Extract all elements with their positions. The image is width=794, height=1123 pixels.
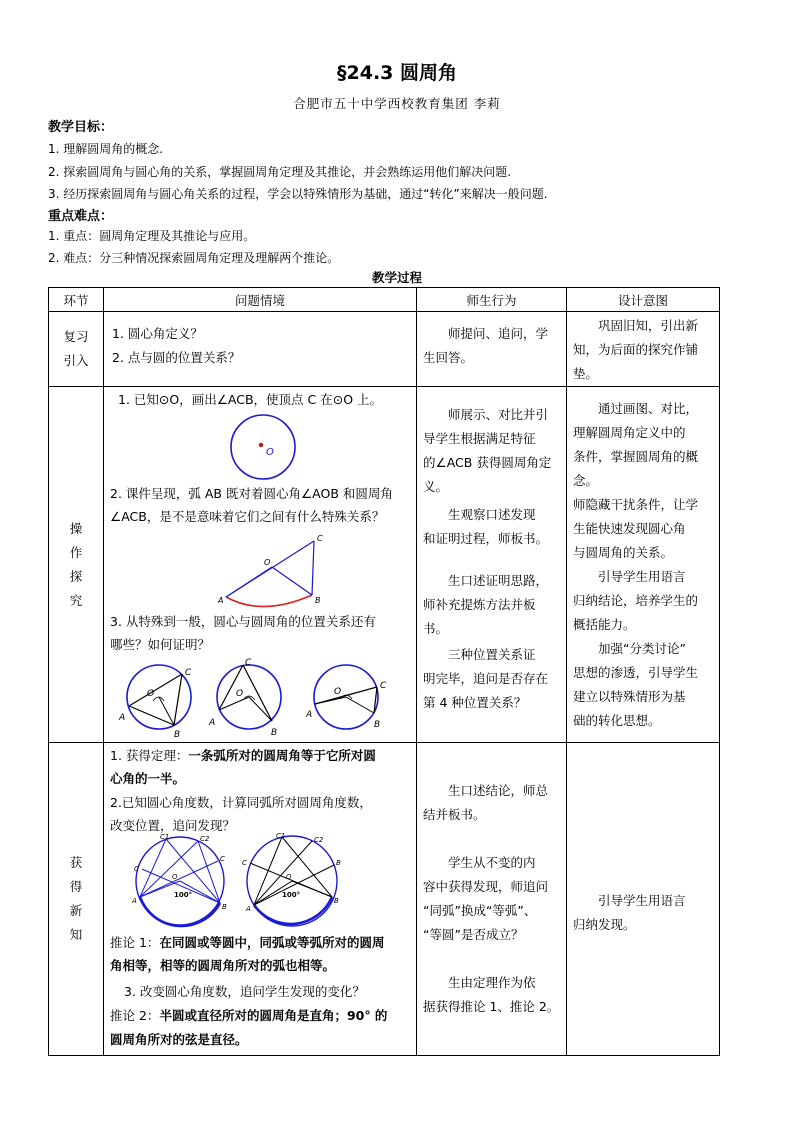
label-b: B bbox=[222, 903, 227, 911]
action-text: 书。 bbox=[423, 621, 449, 636]
problem-text: 2. 课件呈现，弧 AB 既对着圆心角∠AOB 和圆周角 bbox=[110, 486, 393, 501]
label-angle: 100° bbox=[282, 891, 301, 899]
author-line: 合肥市五十中学西校教育集团 李莉 bbox=[293, 96, 501, 111]
step-cell bbox=[49, 312, 104, 387]
action-text: 师补充提炼方法并板 bbox=[423, 597, 536, 612]
step-label: 作 bbox=[69, 544, 83, 560]
problem-cell bbox=[104, 743, 417, 1056]
table-caption: 教学过程 bbox=[371, 270, 422, 285]
intent-text: 巩固旧知，引出新 bbox=[598, 318, 699, 333]
problem-text: 3. 从特殊到一般，圆心与圆周角的位置关系还有 bbox=[110, 614, 376, 629]
step-label: 得 bbox=[69, 879, 83, 894]
label-c: C bbox=[245, 658, 252, 668]
action-text: 生由定理作为依 bbox=[448, 975, 536, 990]
label-b: B bbox=[334, 897, 339, 905]
label-c1: C1 bbox=[160, 833, 170, 841]
same-arc-figure bbox=[122, 833, 412, 929]
action-cell bbox=[417, 312, 567, 387]
label-o: O bbox=[286, 873, 292, 881]
label-b: B bbox=[271, 728, 278, 738]
label-b: B bbox=[174, 730, 181, 740]
label-c2: C2 bbox=[314, 836, 324, 844]
intent-text: 通过画图、对比， bbox=[598, 401, 699, 416]
label-b: B bbox=[315, 596, 321, 605]
label-o: O bbox=[172, 873, 178, 881]
action-text: 结并板书。 bbox=[423, 807, 486, 822]
action-text: “等圆”是否成立？ bbox=[423, 927, 524, 942]
step-label: 操 bbox=[69, 520, 83, 536]
intent-text: 引导学生用语言 bbox=[598, 893, 686, 908]
action-text: 义。 bbox=[423, 479, 449, 494]
corollary-line: 推论 2：半圆或直径所对的圆周角是直角；90° 的 bbox=[110, 1008, 388, 1023]
intent-text: 础的转化思想。 bbox=[573, 713, 661, 728]
intent-cell bbox=[567, 387, 720, 743]
label-c: C bbox=[380, 681, 387, 691]
intent-text: 概括能力。 bbox=[573, 617, 636, 632]
step-label: 究 bbox=[69, 592, 83, 608]
table-row bbox=[49, 312, 720, 387]
corollary-line: 圆周角所对的弦是直径。 bbox=[110, 1032, 248, 1047]
label-o: O bbox=[334, 687, 342, 697]
action-text: 师展示、对比并引 bbox=[448, 407, 549, 422]
intent-text: 建立以特殊情形为基 bbox=[573, 689, 686, 704]
theorem-line: 心角的一半。 bbox=[110, 771, 186, 786]
label-o: O bbox=[147, 689, 155, 699]
label-a: A bbox=[209, 718, 216, 728]
action-text: 和证明过程，师板书。 bbox=[423, 531, 549, 546]
objective-item: 1. 理解圆周角的概念. bbox=[48, 142, 164, 156]
step-label: 新 bbox=[69, 903, 83, 918]
key-point-item: 2. 难点：分三种情况探索圆周角定理及理解两个推论。 bbox=[48, 251, 340, 265]
key-point-item: 1. 重点：圆周角定理及其推论与应用。 bbox=[48, 229, 256, 243]
intent-text: 归纳结论，培养学生的 bbox=[573, 593, 699, 608]
label-a: A bbox=[306, 710, 313, 720]
teaching-process-table bbox=[48, 287, 720, 1056]
intent-text: 思想的渗透，引导学生 bbox=[573, 665, 699, 680]
label-c: C bbox=[220, 855, 225, 863]
step-label: 探 bbox=[69, 568, 83, 584]
arc-angle-figure bbox=[214, 525, 334, 605]
action-text: 导学生根据满足特征 bbox=[423, 431, 536, 446]
label-a: A bbox=[132, 897, 137, 905]
problem-cell bbox=[104, 312, 417, 387]
intent-cell bbox=[567, 743, 720, 1056]
problem-text: 1. 已知⊙O，画出∠ACB，使顶点 C 在⊙O 上。 bbox=[118, 392, 383, 407]
corollary-line: 角相等，相等的圆周角所对的弧也相等。 bbox=[110, 958, 336, 973]
problem-cell bbox=[104, 387, 417, 743]
intent-text: 理解圆周角定义中的 bbox=[573, 425, 686, 440]
problem-text: 2.已知圆心角度数，计算同弧所对圆周角度数， bbox=[110, 795, 372, 810]
action-text: 的∠ACB 获得圆周角定 bbox=[423, 455, 552, 470]
action-text: 生口述结论，师总 bbox=[448, 783, 549, 798]
action-text: 师提问、追问，学 bbox=[448, 326, 549, 341]
objectives-heading: 教学目标： bbox=[48, 120, 114, 135]
table-header-row bbox=[49, 288, 720, 312]
intent-text: 生能快速发现圆心角 bbox=[573, 521, 686, 536]
step-cell bbox=[49, 387, 104, 743]
action-text: 生口述证明思路， bbox=[448, 573, 549, 588]
action-cell bbox=[417, 387, 567, 743]
step-label: 引入 bbox=[63, 353, 89, 368]
intent-text: 师隐藏干扰条件，让学 bbox=[573, 497, 699, 512]
intent-text: 引导学生用语言 bbox=[598, 569, 686, 584]
problem-text: 1. 圆心角定义？ bbox=[112, 326, 203, 341]
intent-text: 垫。 bbox=[573, 366, 599, 381]
label-angle: 100° bbox=[174, 891, 193, 899]
key-points-heading: 重点难点： bbox=[48, 209, 114, 224]
objective-item: 3. 经历探索圆周角与圆心角关系的过程，学会以特殊情形为基础，通过“转化”来解决一般问题. bbox=[48, 187, 548, 201]
label-o: O bbox=[264, 558, 271, 567]
header-problem: 问题情境 bbox=[104, 288, 417, 312]
intent-text: 知，为后面的探究作铺 bbox=[573, 342, 699, 357]
action-text: 据获得推论 1、推论 2。 bbox=[423, 999, 560, 1014]
label-a: A bbox=[218, 596, 224, 605]
intent-text: 念。 bbox=[573, 473, 599, 488]
label-c: C bbox=[134, 865, 139, 873]
header-step: 环节 bbox=[49, 288, 104, 312]
problem-text: 2. 点与圆的位置关系？ bbox=[112, 350, 241, 365]
action-text: 生观察口述发现 bbox=[448, 507, 536, 522]
label-c: C bbox=[242, 859, 247, 867]
header-intent: 设计意图 bbox=[567, 288, 720, 312]
action-text: “同弧”换成“等弧”、 bbox=[423, 903, 537, 918]
action-text: 三种位置关系证 bbox=[448, 647, 536, 662]
action-text: 容中获得发现，师追问 bbox=[423, 879, 549, 894]
intent-text: 条件，掌握圆周角的概 bbox=[573, 449, 699, 464]
label-o: O bbox=[236, 689, 244, 699]
intent-text: 加强“分类讨论” bbox=[598, 641, 686, 656]
label-c: C bbox=[317, 534, 323, 543]
step-label: 复习 bbox=[63, 329, 89, 344]
action-text: 生回答。 bbox=[423, 350, 474, 365]
label-b: B bbox=[336, 859, 341, 867]
problem-text: 3. 改变圆心角度数，追问学生发现的变化？ bbox=[124, 984, 365, 999]
step-label: 知 bbox=[69, 927, 83, 942]
label-c1: C1 bbox=[276, 832, 286, 840]
objective-item: 2. 探索圆周角与圆心角的关系，掌握圆周角定理及其推论，并会熟练运用他们解决问题. bbox=[48, 165, 512, 179]
table-row bbox=[49, 743, 720, 1056]
intent-text: 与圆周角的关系。 bbox=[573, 545, 674, 560]
theorem-line: 1. 获得定理：一条弧所对的圆周角等于它所对圆 bbox=[110, 748, 376, 763]
label-c: C bbox=[185, 668, 192, 678]
label-c2: C2 bbox=[200, 835, 210, 843]
intent-text: 归纳发现。 bbox=[573, 917, 636, 932]
label-a: A bbox=[246, 905, 251, 913]
action-text: 第 4 种位置关系？ bbox=[423, 695, 527, 710]
document-title: §24.3 圆周角 bbox=[337, 62, 457, 84]
problem-text: 哪些？如何证明？ bbox=[110, 637, 211, 652]
action-text: 明完毕，追问是否存在 bbox=[423, 671, 549, 686]
header-action: 师生行为 bbox=[417, 288, 567, 312]
label-a: A bbox=[119, 713, 126, 723]
problem-text: ∠ACB，是不是意味着它们之间有什么特殊关系？ bbox=[110, 509, 385, 524]
circle-figure bbox=[224, 413, 304, 483]
three-cases-figure bbox=[112, 658, 412, 740]
label-o: O bbox=[266, 447, 274, 458]
action-text: 学生从不变的内 bbox=[448, 855, 536, 870]
action-cell bbox=[417, 743, 567, 1056]
label-b: B bbox=[374, 720, 381, 730]
corollary-line: 推论 1：在同圆或等圆中，同弧或等弧所对的圆周 bbox=[110, 935, 385, 950]
problem-text: 改变位置，追问发现？ bbox=[110, 818, 236, 833]
table-row bbox=[49, 387, 720, 743]
intent-cell bbox=[567, 312, 720, 387]
step-label: 获 bbox=[69, 855, 83, 870]
step-cell bbox=[49, 743, 104, 1056]
